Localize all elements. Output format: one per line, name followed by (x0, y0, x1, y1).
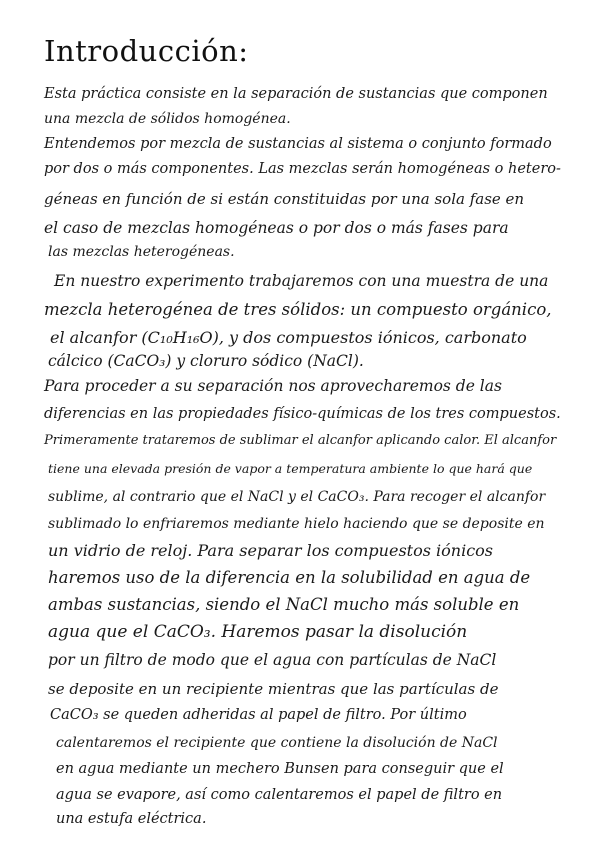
text-line: el alcanfor (C₁₀H₁₆O), y dos compuestos iónicos, carbonato (50, 328, 527, 347)
text-line: Esta práctica consiste en la separación de sustancias que componen (44, 86, 548, 102)
text-line: CaCO₃ se queden adheridas al papel de filtro. Por último (50, 707, 467, 723)
text-line: sublime, al contrario que el NaCl y el CaCO₃. Para recoger el alcanfor (48, 489, 546, 505)
text-line: un vidrio de reloj. Para separar los compuestos iónicos (48, 541, 493, 560)
text-line: agua se evapore, así como calentaremos el papel de filtro en (56, 787, 503, 803)
text-line: mezcla heterogénea de tres sólidos: un compuesto orgánico, (44, 300, 552, 319)
text-line: las mezclas heterogéneas. (48, 244, 235, 260)
text-line: en agua mediante un mechero Bunsen para conseguir que el (56, 761, 504, 777)
text-line: el caso de mezclas homogéneas o por dos o más fases para (44, 219, 509, 237)
text-line: calentaremos el recipiente que contiene la disolución de NaCl (56, 735, 498, 751)
text-line: haremos uso de la diferencia en la solubilidad en agua de (48, 568, 531, 587)
text-line: tiene una elevada presión de vapor a temperatura ambiente lo que hará que (48, 461, 533, 476)
text-line: agua que el CaCO₃. Haremos pasar la disolución (48, 622, 468, 642)
text-line: Entendemos por mezcla de sustancias al sistema o conjunto formado (44, 136, 552, 152)
text-line: una mezcla de sólidos homogénea. (44, 111, 291, 127)
text-line: por dos o más componentes. Las mezclas serán homogéneas o hetero- (44, 161, 561, 177)
text-line: una estufa eléctrica. (56, 811, 207, 827)
text-line: diferencias en las propiedades físico-químicas de los tres compuestos. (44, 406, 561, 422)
text-line: ambas sustancias, siendo el NaCl mucho más soluble en (48, 595, 520, 614)
text-line: Para proceder a su separación nos aprovecharemos de las (44, 377, 502, 395)
text-line: sublimado lo enfriaremos mediante hielo haciendo que se deposite en (48, 516, 545, 532)
text-line: se deposite en un recipiente mientras que las partículas de (48, 680, 499, 698)
page-title: Introducción: (44, 34, 249, 68)
text-line: En nuestro experimento trabajaremos con una muestra de una (54, 272, 549, 290)
text-line: géneas en función de si están constituidas por una sola fase en (44, 190, 525, 208)
text-line: Primeramente trataremos de sublimar el alcanfor aplicando calor. El alcanfor (44, 433, 557, 448)
text-line: cálcico (CaCO₃) y cloruro sódico (NaCl). (48, 352, 364, 370)
text-line: por un filtro de modo que el agua con partículas de NaCl (48, 651, 497, 669)
